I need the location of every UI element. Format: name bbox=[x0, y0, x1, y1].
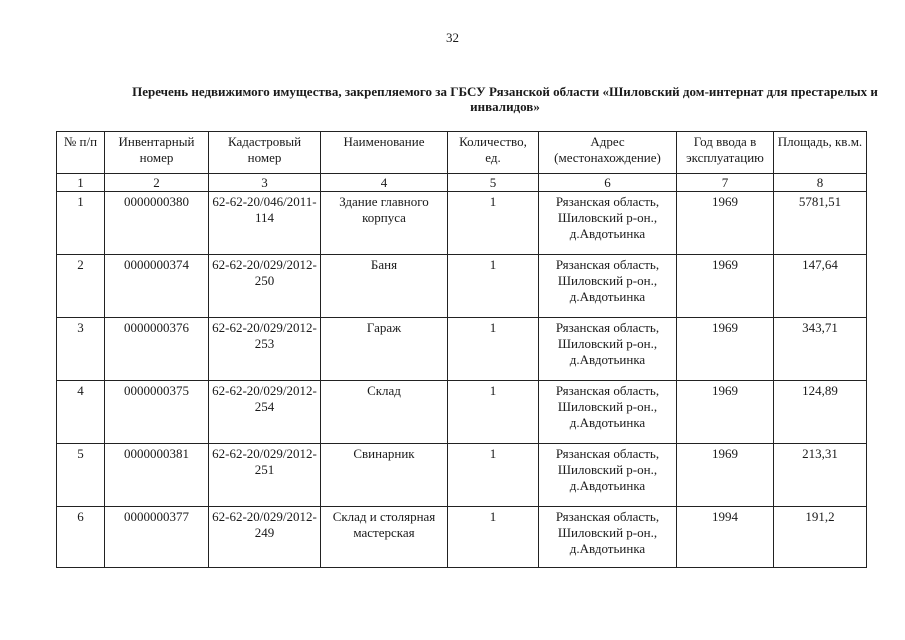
table-row bbox=[57, 507, 867, 568]
quantity: 1 bbox=[448, 381, 539, 444]
table-row bbox=[57, 255, 867, 318]
table-row bbox=[57, 381, 867, 444]
cadastral-number: 62-62-20/029/2012-251 bbox=[209, 444, 321, 507]
header-cell-inventory: Инвентарный номер bbox=[105, 132, 209, 174]
row-number: 1 bbox=[57, 192, 105, 255]
area: 213,31 bbox=[774, 444, 867, 507]
property-table bbox=[56, 131, 867, 568]
header-cell-cadastral: Кадастровый номер bbox=[209, 132, 321, 174]
column-number: 2 bbox=[105, 174, 209, 192]
cadastral-number: 62-62-20/046/2011-114 bbox=[209, 192, 321, 255]
quantity: 1 bbox=[448, 192, 539, 255]
column-number: 4 bbox=[321, 174, 448, 192]
header-cell-area: Площадь, кв.м. bbox=[774, 132, 867, 174]
address: Рязанская область, Шиловский р-он., д.Авдотьинка bbox=[539, 192, 677, 255]
commission-year: 1969 bbox=[677, 255, 774, 318]
column-number: 5 bbox=[448, 174, 539, 192]
quantity: 1 bbox=[448, 507, 539, 568]
commission-year: 1969 bbox=[677, 192, 774, 255]
column-number-row bbox=[57, 174, 867, 192]
address: Рязанская область, Шиловский р-он., д.Авдотьинка bbox=[539, 444, 677, 507]
column-number: 1 bbox=[57, 174, 105, 192]
property-name: Свинарник bbox=[321, 444, 448, 507]
quantity: 1 bbox=[448, 444, 539, 507]
row-number: 6 bbox=[57, 507, 105, 568]
row-number: 5 bbox=[57, 444, 105, 507]
commission-year: 1994 bbox=[677, 507, 774, 568]
inventory-number: 0000000380 bbox=[105, 192, 209, 255]
table-row bbox=[57, 192, 867, 255]
inventory-number: 0000000374 bbox=[105, 255, 209, 318]
table-row bbox=[57, 444, 867, 507]
property-name: Склад и столярная мастерская bbox=[321, 507, 448, 568]
address: Рязанская область, Шиловский р-он., д.Авдотьинка bbox=[539, 255, 677, 318]
column-number: 7 bbox=[677, 174, 774, 192]
commission-year: 1969 bbox=[677, 318, 774, 381]
column-number: 8 bbox=[774, 174, 867, 192]
row-number: 2 bbox=[57, 255, 105, 318]
address: Рязанская область, Шиловский р-он., д.Авдотьинка bbox=[539, 318, 677, 381]
header-cell-name: Наименование bbox=[321, 132, 448, 174]
cadastral-number: 62-62-20/029/2012-254 bbox=[209, 381, 321, 444]
cadastral-number: 62-62-20/029/2012-253 bbox=[209, 318, 321, 381]
inventory-number: 0000000381 bbox=[105, 444, 209, 507]
row-number: 3 bbox=[57, 318, 105, 381]
column-number: 6 bbox=[539, 174, 677, 192]
inventory-number: 0000000375 bbox=[105, 381, 209, 444]
area: 124,89 bbox=[774, 381, 867, 444]
area: 5781,51 bbox=[774, 192, 867, 255]
area: 147,64 bbox=[774, 255, 867, 318]
table-row bbox=[57, 318, 867, 381]
inventory-number: 0000000376 bbox=[105, 318, 209, 381]
header-cell-address: Адрес (местонахождение) bbox=[539, 132, 677, 174]
cadastral-number: 62-62-20/029/2012-250 bbox=[209, 255, 321, 318]
header-cell-year: Год ввода в эксплуатацию bbox=[677, 132, 774, 174]
quantity: 1 bbox=[448, 255, 539, 318]
quantity: 1 bbox=[448, 318, 539, 381]
address: Рязанская область, Шиловский р-он., д.Авдотьинка bbox=[539, 507, 677, 568]
inventory-number: 0000000377 bbox=[105, 507, 209, 568]
column-number: 3 bbox=[209, 174, 321, 192]
commission-year: 1969 bbox=[677, 444, 774, 507]
commission-year: 1969 bbox=[677, 381, 774, 444]
header-cell-quantity: Количество, ед. bbox=[448, 132, 539, 174]
property-name: Склад bbox=[321, 381, 448, 444]
header-row bbox=[57, 132, 867, 174]
page-number: 32 bbox=[446, 30, 459, 45]
property-name: Гараж bbox=[321, 318, 448, 381]
area: 343,71 bbox=[774, 318, 867, 381]
property-name: Здание главного корпуса bbox=[321, 192, 448, 255]
property-name: Баня bbox=[321, 255, 448, 318]
document-title: Перечень недвижимого имущества, закрепляемого за ГБСУ Рязанской области «Шиловский дом-интернат для престарелых и инвалидов» bbox=[132, 84, 878, 114]
header-cell-num: № п/п bbox=[57, 132, 105, 174]
area: 191,2 bbox=[774, 507, 867, 568]
cadastral-number: 62-62-20/029/2012-249 bbox=[209, 507, 321, 568]
address: Рязанская область, Шиловский р-он., д.Авдотьинка bbox=[539, 381, 677, 444]
row-number: 4 bbox=[57, 381, 105, 444]
